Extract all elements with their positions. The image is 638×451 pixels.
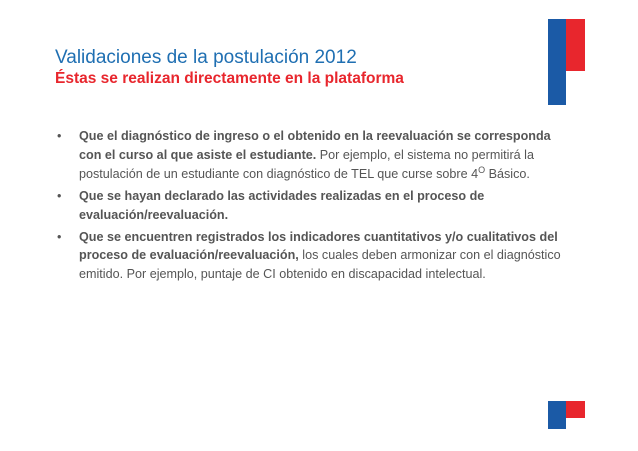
bullet-normal-text-end: Básico. [485,166,530,181]
government-logo-bottom [548,401,585,429]
bullet-bold-text: Que el diagnóstico de ingreso o el obtenido en la reevaluación se corresponda con el curso al que asiste el estudiante. [79,129,551,162]
bullet-marker: • [57,229,62,244]
logo-red-block [566,19,585,71]
logo-red-block [566,401,585,418]
slide-subtitle: Éstas se realizan directamente en la plataforma [55,70,404,87]
bullet-normal-text: Por ejemplo, el sistema no permitirá la postulación de un estudiante con diagnóstico de TEL que curse sobre 4 [79,147,534,181]
government-logo-top [548,19,585,105]
bullet-marker: • [57,129,62,143]
bullet-item [55,127,575,184]
bullet-item [55,187,575,225]
bullet-normal-text: los cuales deben armonizar con el diagnóstico emitido. Por ejemplo, puntaje de CI obtenido en discapacidad intelectual. [79,248,561,282]
bullet-list [55,127,575,287]
logo-blue-block [548,19,566,105]
bullet-bold-text: Que se encuentren registrados los indicadores cuantitativos y/o cualitativos del proceso de evaluación/reevaluación, [79,229,558,263]
bullet-item [55,228,575,285]
bullet-bold-text: Que se hayan declarado las actividades realizadas en el proceso de evaluación/reevaluación. [79,188,485,222]
slide-title: Validaciones de la postulación 2012 [55,47,357,68]
superscript-o: O [478,164,486,175]
logo-blue-block [548,401,566,429]
bullet-marker: • [57,188,62,203]
